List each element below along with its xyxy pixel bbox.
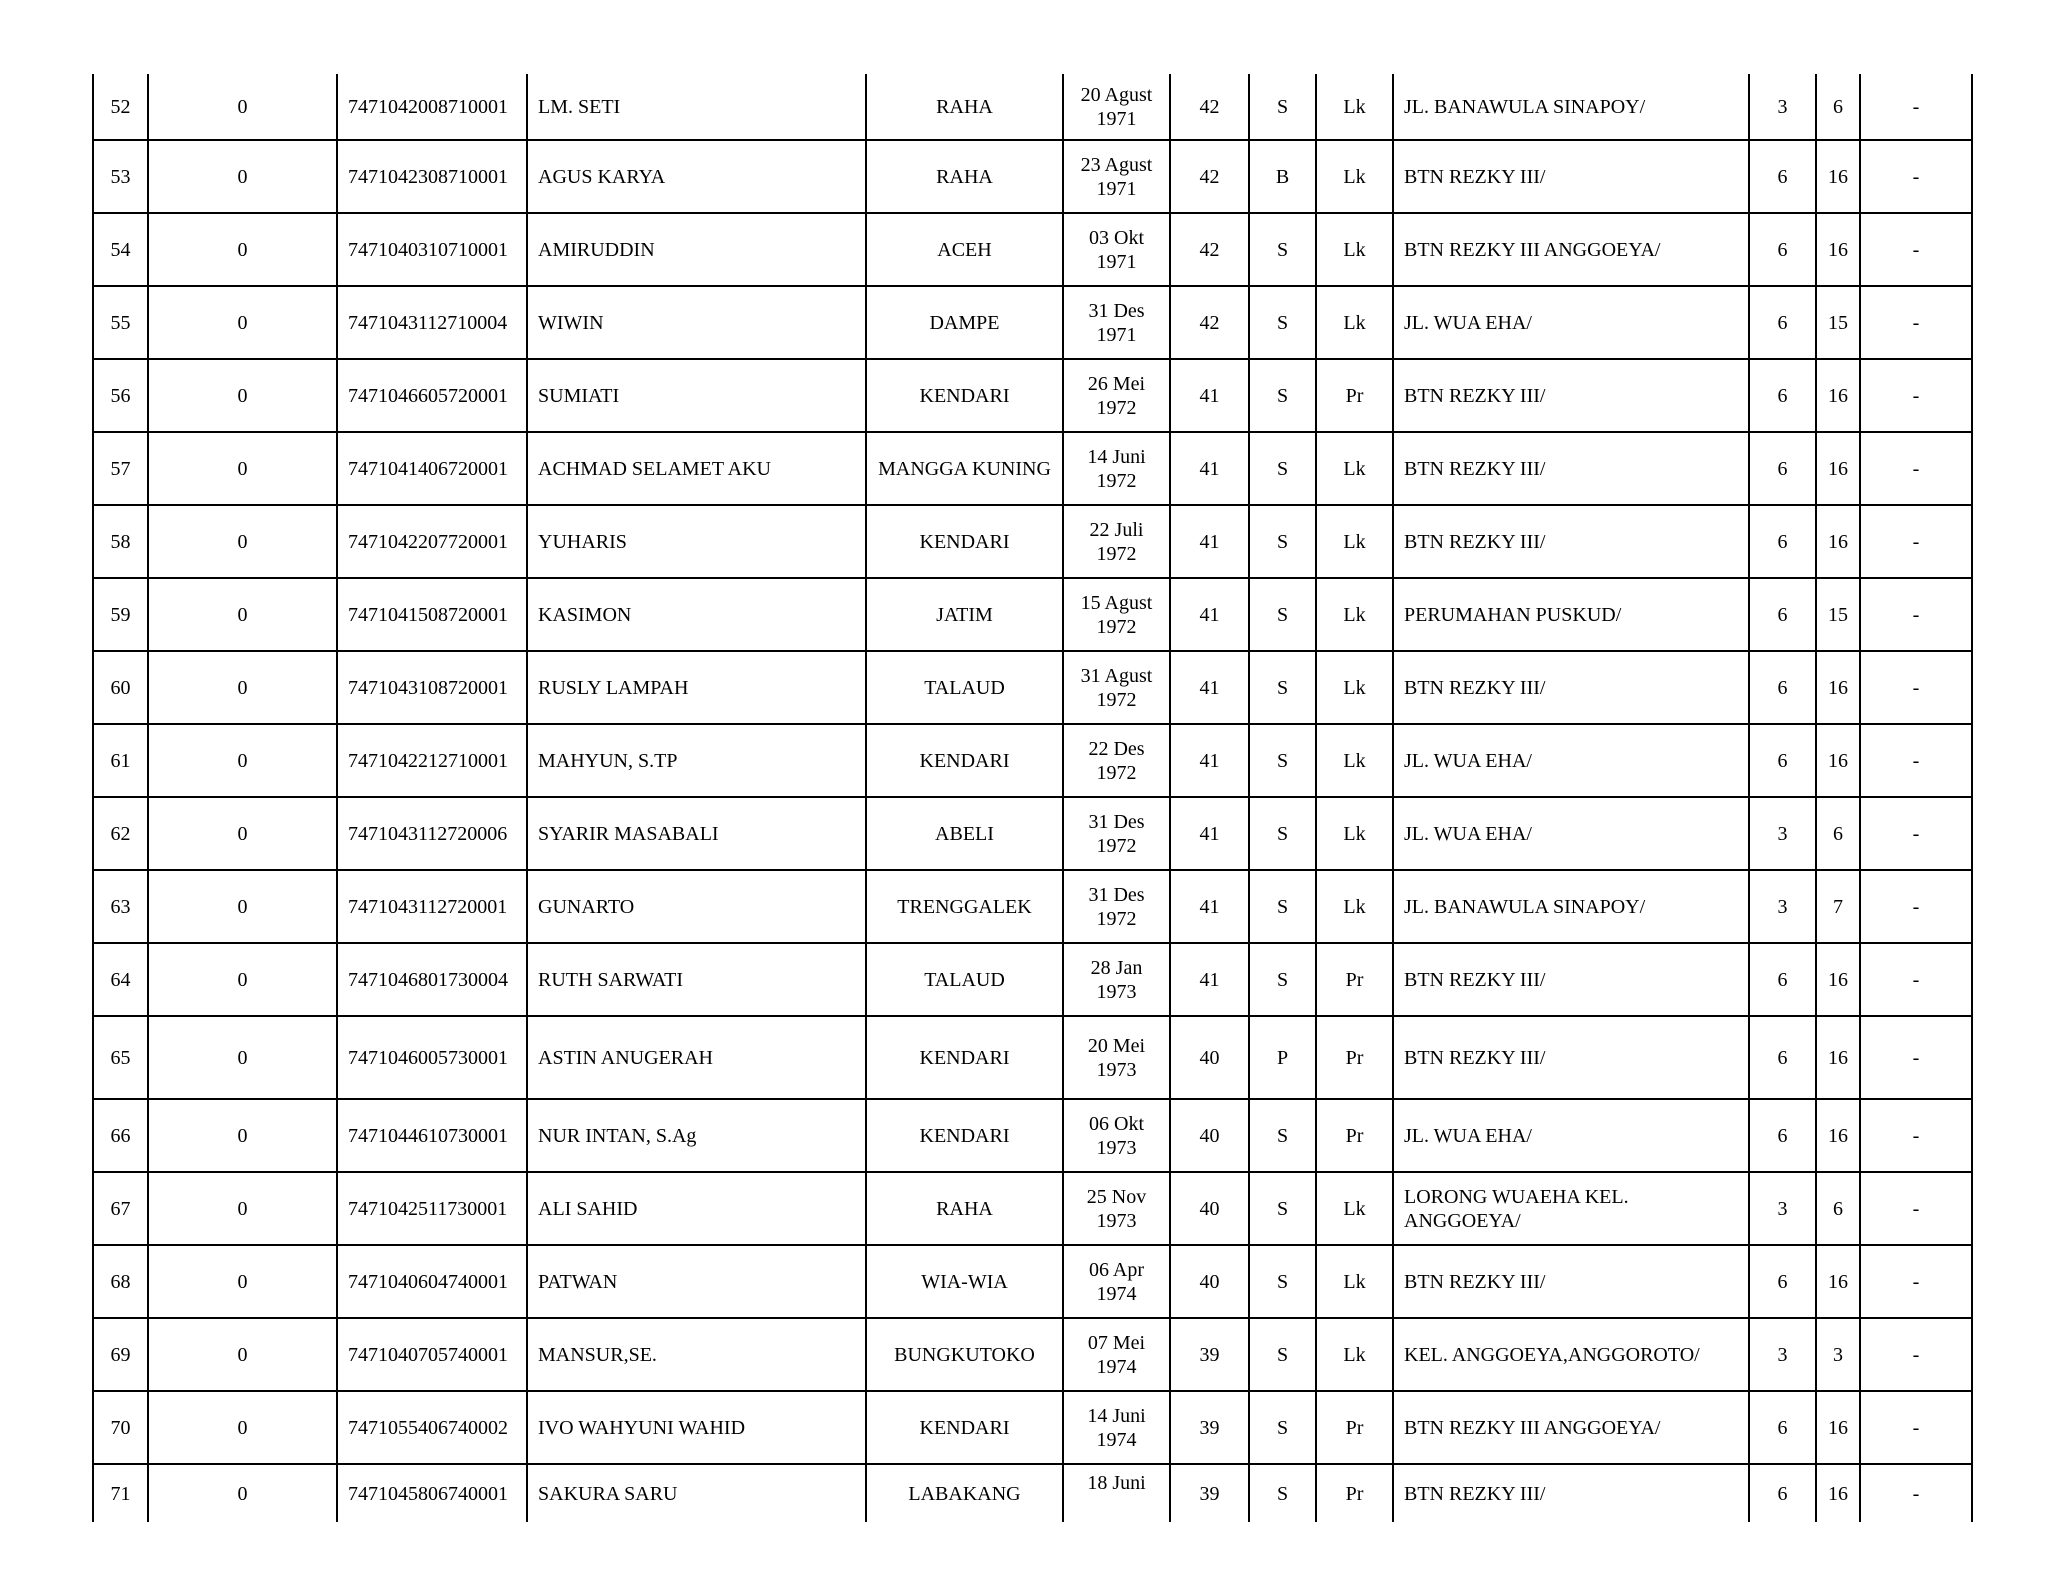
name-cell: ALI SAHID xyxy=(527,1172,866,1245)
name-cell: NUR INTAN, S.Ag xyxy=(527,1099,866,1172)
status-cell: S xyxy=(1249,1391,1316,1464)
birthplace-cell: DAMPE xyxy=(866,286,1063,359)
age-cell: 41 xyxy=(1170,943,1249,1016)
note-cell: - xyxy=(1860,651,1972,724)
table-row xyxy=(93,1172,1972,1245)
resident-table xyxy=(92,74,1973,1522)
rw-cell: 3 xyxy=(1816,1318,1860,1391)
nik-cell: 7471043108720001 xyxy=(337,651,527,724)
row-number-cell: 58 xyxy=(93,505,148,578)
age-cell: 40 xyxy=(1170,1016,1249,1099)
column-2-cell: 0 xyxy=(148,1391,337,1464)
table-row xyxy=(93,943,1972,1016)
rw-cell: 6 xyxy=(1816,1172,1860,1245)
row-number-cell: 64 xyxy=(93,943,148,1016)
row-number-cell: 54 xyxy=(93,213,148,286)
birthdate-cell: 03 Okt 1971 xyxy=(1063,213,1170,286)
note-cell: - xyxy=(1860,1245,1972,1318)
row-number-cell: 66 xyxy=(93,1099,148,1172)
note-cell: - xyxy=(1860,74,1972,140)
row-number-cell: 68 xyxy=(93,1245,148,1318)
rw-cell: 16 xyxy=(1816,651,1860,724)
status-cell: B xyxy=(1249,140,1316,213)
birthdate-cell: 15 Agust 1972 xyxy=(1063,578,1170,651)
table-row xyxy=(93,505,1972,578)
birthplace-cell: KENDARI xyxy=(866,724,1063,797)
gender-cell: Lk xyxy=(1316,432,1393,505)
status-cell: S xyxy=(1249,286,1316,359)
gender-cell: Pr xyxy=(1316,1391,1393,1464)
rw-cell: 7 xyxy=(1816,870,1860,943)
address-cell: JL. WUA EHA/ xyxy=(1393,1099,1749,1172)
note-cell: - xyxy=(1860,1099,1972,1172)
status-cell: S xyxy=(1249,870,1316,943)
status-cell: S xyxy=(1249,797,1316,870)
birthplace-cell: WIA-WIA xyxy=(866,1245,1063,1318)
column-2-cell: 0 xyxy=(148,870,337,943)
rt-cell: 3 xyxy=(1749,74,1816,140)
rt-cell: 6 xyxy=(1749,578,1816,651)
birthdate-cell: 28 Jan 1973 xyxy=(1063,943,1170,1016)
age-cell: 42 xyxy=(1170,74,1249,140)
name-cell: RUTH SARWATI xyxy=(527,943,866,1016)
column-2-cell: 0 xyxy=(148,943,337,1016)
rw-cell: 16 xyxy=(1816,943,1860,1016)
note-cell: - xyxy=(1860,140,1972,213)
status-cell: S xyxy=(1249,1099,1316,1172)
name-cell: IVO WAHYUNI WAHID xyxy=(527,1391,866,1464)
address-cell: BTN REZKY III/ xyxy=(1393,140,1749,213)
nik-cell: 7471043112720006 xyxy=(337,797,527,870)
nik-cell: 7471046005730001 xyxy=(337,1016,527,1099)
birthplace-cell: RAHA xyxy=(866,1172,1063,1245)
note-cell: - xyxy=(1860,1318,1972,1391)
row-number-cell: 53 xyxy=(93,140,148,213)
status-cell: S xyxy=(1249,578,1316,651)
address-cell: BTN REZKY III ANGGOEYA/ xyxy=(1393,1391,1749,1464)
birthplace-cell: ACEH xyxy=(866,213,1063,286)
age-cell: 41 xyxy=(1170,359,1249,432)
gender-cell: Lk xyxy=(1316,74,1393,140)
birthdate-cell: 31 Agust 1972 xyxy=(1063,651,1170,724)
rt-cell: 6 xyxy=(1749,1245,1816,1318)
age-cell: 42 xyxy=(1170,286,1249,359)
gender-cell: Pr xyxy=(1316,359,1393,432)
table-row xyxy=(93,870,1972,943)
name-cell: PATWAN xyxy=(527,1245,866,1318)
name-cell: WIWIN xyxy=(527,286,866,359)
row-number-cell: 69 xyxy=(93,1318,148,1391)
table-row xyxy=(93,578,1972,651)
birthplace-cell: MANGGA KUNING xyxy=(866,432,1063,505)
rt-cell: 6 xyxy=(1749,651,1816,724)
birthdate-cell: 14 Juni 1974 xyxy=(1063,1391,1170,1464)
rw-cell: 6 xyxy=(1816,74,1860,140)
age-cell: 41 xyxy=(1170,870,1249,943)
column-2-cell: 0 xyxy=(148,432,337,505)
status-cell: S xyxy=(1249,943,1316,1016)
age-cell: 40 xyxy=(1170,1245,1249,1318)
birthdate-cell: 14 Juni 1972 xyxy=(1063,432,1170,505)
name-cell: ASTIN ANUGERAH xyxy=(527,1016,866,1099)
nik-cell: 7471042511730001 xyxy=(337,1172,527,1245)
row-number-cell: 67 xyxy=(93,1172,148,1245)
rt-cell: 6 xyxy=(1749,213,1816,286)
address-cell: BTN REZKY III/ xyxy=(1393,1245,1749,1318)
note-cell: - xyxy=(1860,359,1972,432)
rw-cell: 16 xyxy=(1816,1245,1860,1318)
note-cell: - xyxy=(1860,432,1972,505)
rw-cell: 16 xyxy=(1816,1016,1860,1099)
birthplace-cell: KENDARI xyxy=(866,1016,1063,1099)
birthdate-cell: 06 Apr 1974 xyxy=(1063,1245,1170,1318)
row-number-cell: 59 xyxy=(93,578,148,651)
rt-cell: 6 xyxy=(1749,359,1816,432)
column-2-cell: 0 xyxy=(148,651,337,724)
column-2-cell: 0 xyxy=(148,359,337,432)
gender-cell: Pr xyxy=(1316,943,1393,1016)
address-cell: BTN REZKY III/ xyxy=(1393,359,1749,432)
column-2-cell: 0 xyxy=(148,74,337,140)
age-cell: 41 xyxy=(1170,724,1249,797)
address-cell: JL. WUA EHA/ xyxy=(1393,797,1749,870)
birthplace-cell: RAHA xyxy=(866,140,1063,213)
birthplace-cell: ABELI xyxy=(866,797,1063,870)
rt-cell: 3 xyxy=(1749,797,1816,870)
row-number-cell: 65 xyxy=(93,1016,148,1099)
nik-cell: 7471055406740002 xyxy=(337,1391,527,1464)
note-cell: - xyxy=(1860,505,1972,578)
row-number-cell: 61 xyxy=(93,724,148,797)
birthplace-cell: KENDARI xyxy=(866,1099,1063,1172)
rt-cell: 6 xyxy=(1749,943,1816,1016)
gender-cell: Pr xyxy=(1316,1099,1393,1172)
status-cell: S xyxy=(1249,724,1316,797)
column-2-cell: 0 xyxy=(148,1172,337,1245)
gender-cell: Lk xyxy=(1316,724,1393,797)
status-cell: S xyxy=(1249,1172,1316,1245)
nik-cell: 7471044610730001 xyxy=(337,1099,527,1172)
row-number-cell: 71 xyxy=(93,1464,148,1522)
table-row xyxy=(93,140,1972,213)
birthdate-cell: 31 Des 1971 xyxy=(1063,286,1170,359)
name-cell: GUNARTO xyxy=(527,870,866,943)
birthdate-cell: 26 Mei 1972 xyxy=(1063,359,1170,432)
name-cell: SYARIR MASABALI xyxy=(527,797,866,870)
column-2-cell: 0 xyxy=(148,140,337,213)
age-cell: 39 xyxy=(1170,1464,1249,1522)
rt-cell: 6 xyxy=(1749,140,1816,213)
column-2-cell: 0 xyxy=(148,724,337,797)
gender-cell: Lk xyxy=(1316,140,1393,213)
row-number-cell: 55 xyxy=(93,286,148,359)
birthdate-cell: 31 Des 1972 xyxy=(1063,797,1170,870)
nik-cell: 7471040604740001 xyxy=(337,1245,527,1318)
column-2-cell: 0 xyxy=(148,1245,337,1318)
address-cell: BTN REZKY III/ xyxy=(1393,943,1749,1016)
rw-cell: 6 xyxy=(1816,797,1860,870)
name-cell: MAHYUN, S.TP xyxy=(527,724,866,797)
column-2-cell: 0 xyxy=(148,1464,337,1522)
age-cell: 39 xyxy=(1170,1391,1249,1464)
birthdate-cell: 25 Nov 1973 xyxy=(1063,1172,1170,1245)
age-cell: 41 xyxy=(1170,505,1249,578)
row-number-cell: 63 xyxy=(93,870,148,943)
note-cell: - xyxy=(1860,1172,1972,1245)
nik-cell: 7471042308710001 xyxy=(337,140,527,213)
note-cell: - xyxy=(1860,286,1972,359)
note-cell: - xyxy=(1860,724,1972,797)
name-cell: KASIMON xyxy=(527,578,866,651)
nik-cell: 7471046801730004 xyxy=(337,943,527,1016)
address-cell: JL. BANAWULA SINAPOY/ xyxy=(1393,870,1749,943)
address-cell: PERUMAHAN PUSKUD/ xyxy=(1393,578,1749,651)
column-2-cell: 0 xyxy=(148,286,337,359)
table-row xyxy=(93,797,1972,870)
rw-cell: 16 xyxy=(1816,213,1860,286)
birthplace-cell: LABAKANG xyxy=(866,1464,1063,1522)
table-row xyxy=(93,1099,1972,1172)
rt-cell: 3 xyxy=(1749,870,1816,943)
rw-cell: 16 xyxy=(1816,140,1860,213)
rw-cell: 16 xyxy=(1816,432,1860,505)
column-2-cell: 0 xyxy=(148,1099,337,1172)
age-cell: 40 xyxy=(1170,1172,1249,1245)
age-cell: 40 xyxy=(1170,1099,1249,1172)
nik-cell: 7471043112710004 xyxy=(337,286,527,359)
birthplace-cell: KENDARI xyxy=(866,1391,1063,1464)
row-number-cell: 57 xyxy=(93,432,148,505)
note-cell: - xyxy=(1860,1464,1972,1522)
address-cell: JL. WUA EHA/ xyxy=(1393,724,1749,797)
rt-cell: 3 xyxy=(1749,1318,1816,1391)
birthplace-cell: TRENGGALEK xyxy=(866,870,1063,943)
rt-cell: 6 xyxy=(1749,1464,1816,1522)
rw-cell: 16 xyxy=(1816,1099,1860,1172)
nik-cell: 7471046605720001 xyxy=(337,359,527,432)
age-cell: 41 xyxy=(1170,651,1249,724)
note-cell: - xyxy=(1860,213,1972,286)
age-cell: 39 xyxy=(1170,1318,1249,1391)
column-2-cell: 0 xyxy=(148,797,337,870)
gender-cell: Lk xyxy=(1316,213,1393,286)
name-cell: YUHARIS xyxy=(527,505,866,578)
table-row xyxy=(93,213,1972,286)
address-cell: JL. WUA EHA/ xyxy=(1393,286,1749,359)
birthplace-cell: BUNGKUTOKO xyxy=(866,1318,1063,1391)
column-2-cell: 0 xyxy=(148,578,337,651)
address-cell: JL. BANAWULA SINAPOY/ xyxy=(1393,74,1749,140)
birthdate-cell: 31 Des 1972 xyxy=(1063,870,1170,943)
table-row xyxy=(93,1318,1972,1391)
address-cell: KEL. ANGGOEYA,ANGGOROTO/ xyxy=(1393,1318,1749,1391)
rt-cell: 6 xyxy=(1749,1016,1816,1099)
column-2-cell: 0 xyxy=(148,213,337,286)
birthplace-cell: TALAUD xyxy=(866,943,1063,1016)
age-cell: 41 xyxy=(1170,432,1249,505)
rt-cell: 3 xyxy=(1749,1172,1816,1245)
row-number-cell: 56 xyxy=(93,359,148,432)
rt-cell: 6 xyxy=(1749,1099,1816,1172)
birthdate-cell: 07 Mei 1974 xyxy=(1063,1318,1170,1391)
name-cell: LM. SETI xyxy=(527,74,866,140)
address-cell: BTN REZKY III/ xyxy=(1393,651,1749,724)
nik-cell: 7471042207720001 xyxy=(337,505,527,578)
birthdate-cell: 20 Mei 1973 xyxy=(1063,1016,1170,1099)
rw-cell: 16 xyxy=(1816,1391,1860,1464)
gender-cell: Lk xyxy=(1316,505,1393,578)
status-cell: S xyxy=(1249,1464,1316,1522)
nik-cell: 7471042212710001 xyxy=(337,724,527,797)
name-cell: SUMIATI xyxy=(527,359,866,432)
address-cell: BTN REZKY III/ xyxy=(1393,505,1749,578)
rw-cell: 16 xyxy=(1816,724,1860,797)
gender-cell: Lk xyxy=(1316,1245,1393,1318)
status-cell: S xyxy=(1249,359,1316,432)
rt-cell: 6 xyxy=(1749,724,1816,797)
table-row xyxy=(93,74,1972,140)
status-cell: S xyxy=(1249,651,1316,724)
row-number-cell: 62 xyxy=(93,797,148,870)
table-row xyxy=(93,1016,1972,1099)
birthdate-cell: 23 Agust 1971 xyxy=(1063,140,1170,213)
gender-cell: Lk xyxy=(1316,1318,1393,1391)
nik-cell: 7471041406720001 xyxy=(337,432,527,505)
status-cell: S xyxy=(1249,505,1316,578)
rt-cell: 6 xyxy=(1749,1391,1816,1464)
age-cell: 41 xyxy=(1170,578,1249,651)
column-2-cell: 0 xyxy=(148,505,337,578)
gender-cell: Pr xyxy=(1316,1464,1393,1522)
nik-cell: 7471040310710001 xyxy=(337,213,527,286)
status-cell: S xyxy=(1249,1245,1316,1318)
name-cell: RUSLY LAMPAH xyxy=(527,651,866,724)
table-row xyxy=(93,359,1972,432)
status-cell: P xyxy=(1249,1016,1316,1099)
nik-cell: 7471042008710001 xyxy=(337,74,527,140)
table-row xyxy=(93,286,1972,359)
gender-cell: Lk xyxy=(1316,870,1393,943)
gender-cell: Lk xyxy=(1316,1172,1393,1245)
rw-cell: 15 xyxy=(1816,286,1860,359)
address-cell: BTN REZKY III ANGGOEYA/ xyxy=(1393,213,1749,286)
name-cell: ACHMAD SELAMET AKU xyxy=(527,432,866,505)
note-cell: - xyxy=(1860,797,1972,870)
birthplace-cell: RAHA xyxy=(866,74,1063,140)
row-number-cell: 70 xyxy=(93,1391,148,1464)
column-2-cell: 0 xyxy=(148,1016,337,1099)
rw-cell: 16 xyxy=(1816,1464,1860,1522)
age-cell: 42 xyxy=(1170,140,1249,213)
table-row xyxy=(93,1464,1972,1522)
gender-cell: Lk xyxy=(1316,797,1393,870)
rt-cell: 6 xyxy=(1749,505,1816,578)
birthplace-cell: KENDARI xyxy=(866,359,1063,432)
birthdate-cell: 20 Agust 1971 xyxy=(1063,74,1170,140)
note-cell: - xyxy=(1860,943,1972,1016)
rw-cell: 16 xyxy=(1816,359,1860,432)
birthdate-cell: 18 Juni xyxy=(1063,1464,1170,1522)
row-number-cell: 52 xyxy=(93,74,148,140)
rw-cell: 16 xyxy=(1816,505,1860,578)
birthplace-cell: TALAUD xyxy=(866,651,1063,724)
table-row xyxy=(93,724,1972,797)
address-cell: BTN REZKY III/ xyxy=(1393,1016,1749,1099)
nik-cell: 7471040705740001 xyxy=(337,1318,527,1391)
name-cell: AGUS KARYA xyxy=(527,140,866,213)
gender-cell: Lk xyxy=(1316,651,1393,724)
birthplace-cell: KENDARI xyxy=(866,505,1063,578)
status-cell: S xyxy=(1249,432,1316,505)
gender-cell: Lk xyxy=(1316,578,1393,651)
age-cell: 42 xyxy=(1170,213,1249,286)
birthdate-cell: 22 Des 1972 xyxy=(1063,724,1170,797)
birthdate-cell: 06 Okt 1973 xyxy=(1063,1099,1170,1172)
status-cell: S xyxy=(1249,74,1316,140)
address-cell: LORONG WUAEHA KEL. ANGGOEYA/ xyxy=(1393,1172,1749,1245)
status-cell: S xyxy=(1249,1318,1316,1391)
status-cell: S xyxy=(1249,213,1316,286)
nik-cell: 7471043112720001 xyxy=(337,870,527,943)
rt-cell: 6 xyxy=(1749,432,1816,505)
table-row xyxy=(93,1391,1972,1464)
table-row xyxy=(93,651,1972,724)
age-cell: 41 xyxy=(1170,797,1249,870)
note-cell: - xyxy=(1860,870,1972,943)
address-cell: BTN REZKY III/ xyxy=(1393,432,1749,505)
name-cell: SAKURA SARU xyxy=(527,1464,866,1522)
row-number-cell: 60 xyxy=(93,651,148,724)
note-cell: - xyxy=(1860,578,1972,651)
nik-cell: 7471045806740001 xyxy=(337,1464,527,1522)
name-cell: AMIRUDDIN xyxy=(527,213,866,286)
column-2-cell: 0 xyxy=(148,1318,337,1391)
rw-cell: 15 xyxy=(1816,578,1860,651)
note-cell: - xyxy=(1860,1391,1972,1464)
rt-cell: 6 xyxy=(1749,286,1816,359)
table-row xyxy=(93,1245,1972,1318)
nik-cell: 7471041508720001 xyxy=(337,578,527,651)
name-cell: MANSUR,SE. xyxy=(527,1318,866,1391)
birthplace-cell: JATIM xyxy=(866,578,1063,651)
gender-cell: Lk xyxy=(1316,286,1393,359)
gender-cell: Pr xyxy=(1316,1016,1393,1099)
table-row xyxy=(93,432,1972,505)
note-cell: - xyxy=(1860,1016,1972,1099)
address-cell: BTN REZKY III/ xyxy=(1393,1464,1749,1522)
birthdate-cell: 22 Juli 1972 xyxy=(1063,505,1170,578)
